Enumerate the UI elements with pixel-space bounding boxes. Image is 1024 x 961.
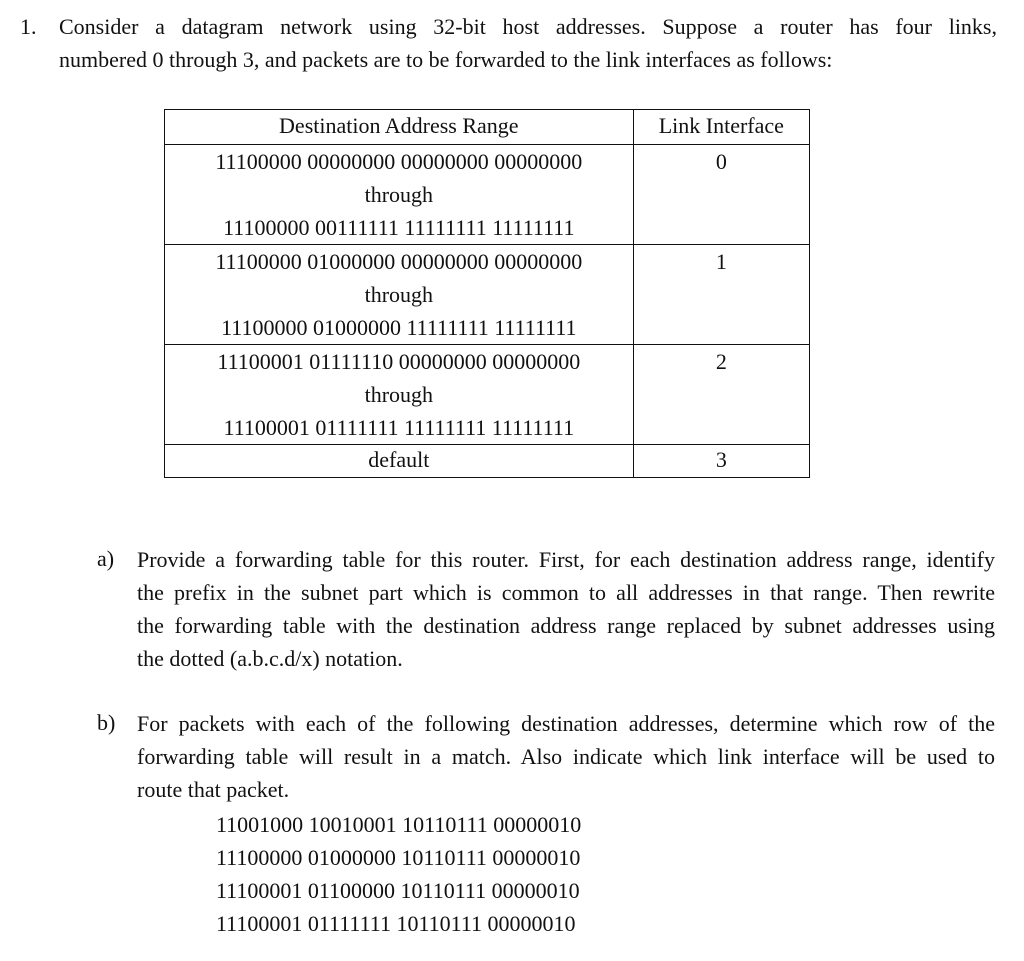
part-b-line bbox=[137, 743, 995, 776]
table-header-row bbox=[165, 110, 810, 145]
header-link-interface: Link Interface bbox=[633, 110, 809, 145]
part-a-line bbox=[137, 612, 995, 645]
word: network bbox=[280, 14, 353, 39]
word: four bbox=[895, 14, 933, 39]
part-b-line bbox=[137, 710, 995, 743]
question-text-line-1 bbox=[59, 14, 997, 40]
part-a-line: the dotted (a.b.c.d/x) notation. bbox=[137, 646, 403, 671]
word: router bbox=[780, 14, 833, 39]
range-through: through bbox=[364, 182, 434, 207]
part-a-line bbox=[137, 546, 995, 579]
range-end: 11100000 00111111 11111111 11111111 bbox=[223, 215, 575, 240]
link-interface-cell: 2 bbox=[633, 345, 809, 445]
part-a-line bbox=[137, 579, 995, 612]
range-cell bbox=[165, 345, 634, 445]
word: Suppose bbox=[662, 14, 737, 39]
link-interface-cell: 1 bbox=[633, 245, 809, 345]
question-text-line-2: numbered 0 through 3, and packets are to be forwarded to the link interfaces as follows: bbox=[59, 47, 833, 72]
table-row bbox=[165, 145, 810, 245]
line-text: For packets with each of the following destination addresses, determine which row of the bbox=[137, 711, 995, 736]
word: Consider bbox=[59, 14, 139, 39]
destination-address: 11100000 01000000 10110111 00000010 bbox=[216, 845, 581, 870]
line-text: the prefix in the subnet part which is common to all addresses in that range. Then rewrite bbox=[137, 580, 995, 605]
table-row-default bbox=[165, 445, 810, 478]
part-a-label: a) bbox=[97, 546, 115, 571]
part-b-text bbox=[137, 710, 995, 809]
line-text: Provide a forwarding table for this router. First, for each destination address range, identify bbox=[137, 547, 995, 572]
line-text: the forwarding table with the destination address range replaced by subnet addresses using bbox=[137, 613, 995, 638]
default-range-cell: default bbox=[165, 445, 634, 478]
word: datagram bbox=[181, 14, 264, 39]
destination-address: 11100001 01111111 10110111 00000010 bbox=[216, 911, 576, 936]
range-start: 11100000 01000000 00000000 00000000 bbox=[215, 249, 583, 274]
word: links, bbox=[948, 14, 997, 39]
word: using bbox=[368, 14, 417, 39]
word: addresses. bbox=[555, 14, 646, 39]
header-destination-range: Destination Address Range bbox=[165, 110, 634, 145]
default-link-cell: 3 bbox=[633, 445, 809, 478]
word: host bbox=[502, 14, 540, 39]
link-interface-cell: 0 bbox=[633, 145, 809, 245]
range-cell bbox=[165, 145, 634, 245]
part-b-line: route that packet. bbox=[137, 777, 290, 802]
range-start: 11100001 01111110 00000000 00000000 bbox=[217, 349, 581, 374]
range-through: through bbox=[364, 282, 434, 307]
line-text: forwarding table will result in a match. Also indicate which link interface will be used to bbox=[137, 744, 995, 769]
word: has bbox=[849, 14, 879, 39]
range-start: 11100000 00000000 00000000 00000000 bbox=[215, 149, 583, 174]
word: a bbox=[753, 14, 764, 39]
part-b-label: b) bbox=[97, 710, 116, 735]
range-end: 11100000 01000000 11111111 11111111 bbox=[221, 315, 577, 340]
destination-address-list bbox=[216, 812, 581, 944]
forwarding-table bbox=[164, 109, 810, 478]
word: a bbox=[155, 14, 165, 39]
word: 32-bit bbox=[433, 14, 486, 39]
table-row bbox=[165, 245, 810, 345]
range-end: 11100001 01111111 11111111 11111111 bbox=[223, 415, 575, 440]
question-number: 1. bbox=[20, 14, 37, 39]
range-through: through bbox=[364, 382, 434, 407]
destination-address: 11001000 10010001 10110111 00000010 bbox=[216, 812, 582, 837]
range-cell bbox=[165, 245, 634, 345]
part-a-text bbox=[137, 546, 995, 678]
destination-address: 11100001 01100000 10110111 00000010 bbox=[216, 878, 580, 903]
table-row bbox=[165, 345, 810, 445]
